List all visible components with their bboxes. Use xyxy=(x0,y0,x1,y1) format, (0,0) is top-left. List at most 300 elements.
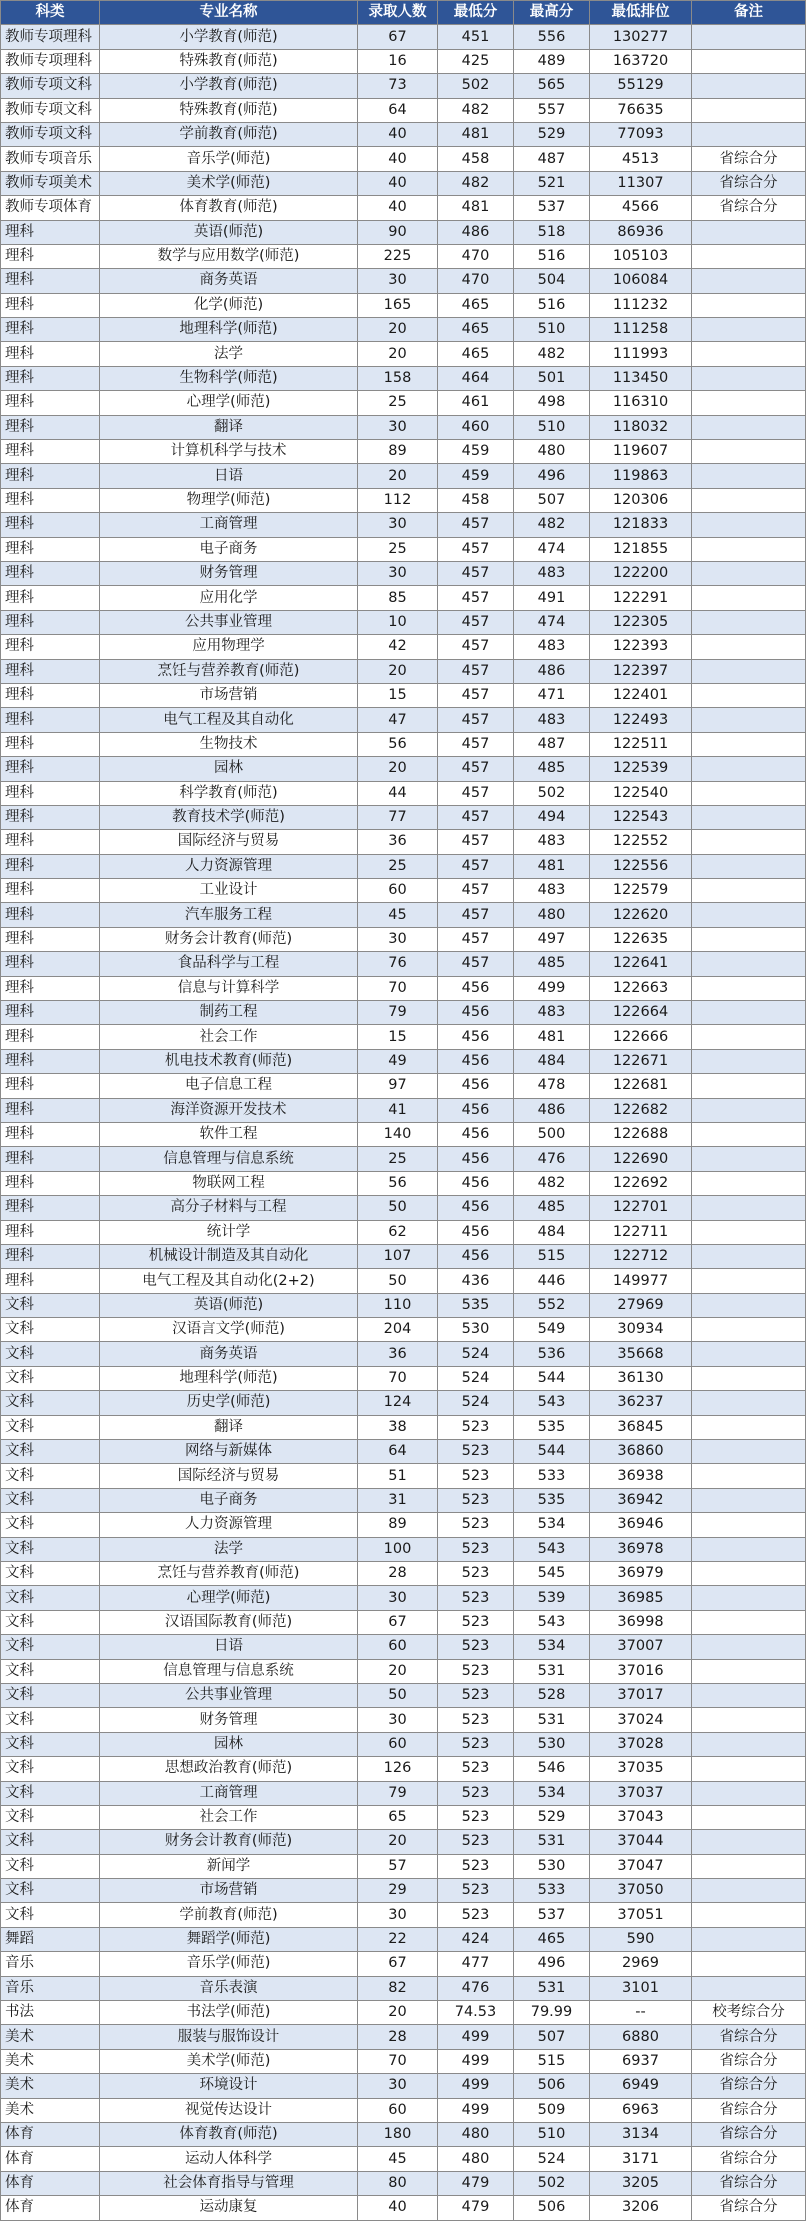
cell-major: 电子信息工程 xyxy=(100,1074,358,1098)
cell-note xyxy=(692,49,806,73)
cell-max-score: 549 xyxy=(514,1318,590,1342)
cell-enrolled: 90 xyxy=(358,220,438,244)
cell-enrolled: 225 xyxy=(358,244,438,268)
cell-category: 舞蹈 xyxy=(1,1927,100,1951)
cell-max-score: 482 xyxy=(514,513,590,537)
cell-enrolled: 45 xyxy=(358,903,438,927)
cell-min-rank: 36979 xyxy=(590,1562,692,1586)
table-row xyxy=(1,2025,806,2049)
cell-note xyxy=(692,635,806,659)
cell-min-rank: 2969 xyxy=(590,1952,692,1976)
cell-max-score: 544 xyxy=(514,1440,590,1464)
cell-min-score: 457 xyxy=(438,879,514,903)
table-row xyxy=(1,1318,806,1342)
cell-note: 省综合分 xyxy=(692,2049,806,2073)
cell-note xyxy=(692,366,806,390)
cell-enrolled: 30 xyxy=(358,1586,438,1610)
cell-max-score: 534 xyxy=(514,1635,590,1659)
cell-note xyxy=(692,1488,806,1512)
cell-category: 理科 xyxy=(1,659,100,683)
cell-min-rank: 122393 xyxy=(590,635,692,659)
cell-max-score: 510 xyxy=(514,318,590,342)
cell-min-score: 480 xyxy=(438,2147,514,2171)
cell-category: 理科 xyxy=(1,635,100,659)
cell-category: 文科 xyxy=(1,1732,100,1756)
cell-max-score: 534 xyxy=(514,1781,590,1805)
cell-max-score: 502 xyxy=(514,781,590,805)
cell-category: 文科 xyxy=(1,1537,100,1561)
cell-enrolled: 38 xyxy=(358,1415,438,1439)
cell-max-score: 476 xyxy=(514,1147,590,1171)
cell-enrolled: 76 xyxy=(358,952,438,976)
cell-min-rank: 30934 xyxy=(590,1318,692,1342)
cell-min-rank: 4513 xyxy=(590,147,692,171)
cell-enrolled: 180 xyxy=(358,2122,438,2146)
cell-note: 省综合分 xyxy=(692,2098,806,2122)
cell-min-rank: 122688 xyxy=(590,1122,692,1146)
cell-min-rank: 122401 xyxy=(590,683,692,707)
table-row xyxy=(1,1513,806,1537)
cell-min-score: 458 xyxy=(438,488,514,512)
cell-enrolled: 15 xyxy=(358,1025,438,1049)
cell-major: 科学教育(师范) xyxy=(100,781,358,805)
cell-category: 理科 xyxy=(1,1147,100,1171)
cell-major: 信息管理与信息系统 xyxy=(100,1659,358,1683)
cell-major: 数学与应用数学(师范) xyxy=(100,244,358,268)
cell-max-score: 486 xyxy=(514,659,590,683)
cell-major: 美术学(师范) xyxy=(100,171,358,195)
cell-major: 统计学 xyxy=(100,1220,358,1244)
cell-min-rank: 122493 xyxy=(590,708,692,732)
cell-min-rank: 130277 xyxy=(590,25,692,49)
cell-category: 理科 xyxy=(1,220,100,244)
cell-min-score: 479 xyxy=(438,2171,514,2195)
cell-note xyxy=(692,1049,806,1073)
cell-note xyxy=(692,1708,806,1732)
cell-min-rank: 122305 xyxy=(590,610,692,634)
cell-min-rank: 4566 xyxy=(590,196,692,220)
cell-major: 美术学(师范) xyxy=(100,2049,358,2073)
cell-category: 理科 xyxy=(1,952,100,976)
cell-note xyxy=(692,1464,806,1488)
cell-min-rank: 122701 xyxy=(590,1196,692,1220)
cell-category: 文科 xyxy=(1,1610,100,1634)
cell-enrolled: 36 xyxy=(358,830,438,854)
table-row xyxy=(1,610,806,634)
cell-note xyxy=(692,440,806,464)
cell-min-rank: 3206 xyxy=(590,2196,692,2220)
cell-max-score: 516 xyxy=(514,293,590,317)
cell-major: 市场营销 xyxy=(100,1879,358,1903)
cell-enrolled: 40 xyxy=(358,2196,438,2220)
cell-category: 理科 xyxy=(1,732,100,756)
table-row xyxy=(1,805,806,829)
table-row xyxy=(1,1708,806,1732)
table-row xyxy=(1,1903,806,1927)
cell-category: 体育 xyxy=(1,2171,100,2195)
cell-max-score: 474 xyxy=(514,610,590,634)
cell-min-score: 476 xyxy=(438,1976,514,2000)
cell-major: 财务会计教育(师范) xyxy=(100,927,358,951)
cell-category: 音乐 xyxy=(1,1976,100,2000)
cell-min-rank: 106084 xyxy=(590,269,692,293)
table-row xyxy=(1,196,806,220)
cell-min-rank: 36130 xyxy=(590,1366,692,1390)
cell-note: 省综合分 xyxy=(692,2122,806,2146)
cell-note xyxy=(692,1244,806,1268)
cell-category: 理科 xyxy=(1,464,100,488)
cell-major: 学前教育(师范) xyxy=(100,1903,358,1927)
cell-category: 体育 xyxy=(1,2147,100,2171)
header-major: 专业名称 xyxy=(100,1,358,25)
cell-category: 教师专项音乐 xyxy=(1,147,100,171)
cell-enrolled: 60 xyxy=(358,879,438,903)
table-row xyxy=(1,25,806,49)
cell-category: 理科 xyxy=(1,1244,100,1268)
cell-major: 生物技术 xyxy=(100,732,358,756)
cell-max-score: 534 xyxy=(514,1513,590,1537)
cell-enrolled: 50 xyxy=(358,1196,438,1220)
cell-min-score: 470 xyxy=(438,244,514,268)
cell-min-score: 458 xyxy=(438,147,514,171)
cell-min-rank: 37007 xyxy=(590,1635,692,1659)
cell-min-rank: 3101 xyxy=(590,1976,692,2000)
cell-major: 工商管理 xyxy=(100,513,358,537)
cell-min-score: 523 xyxy=(438,1488,514,1512)
cell-max-score: 487 xyxy=(514,147,590,171)
table-row xyxy=(1,1244,806,1268)
cell-min-score: 456 xyxy=(438,1001,514,1025)
cell-max-score: 535 xyxy=(514,1415,590,1439)
table-row xyxy=(1,2001,806,2025)
cell-max-score: 539 xyxy=(514,1586,590,1610)
cell-min-score: 456 xyxy=(438,1025,514,1049)
cell-min-score: 74.53 xyxy=(438,2001,514,2025)
cell-enrolled: 165 xyxy=(358,293,438,317)
cell-major: 人力资源管理 xyxy=(100,1513,358,1537)
cell-enrolled: 25 xyxy=(358,1147,438,1171)
cell-note xyxy=(692,976,806,1000)
header-min-rank: 最低排位 xyxy=(590,1,692,25)
cell-min-rank: 113450 xyxy=(590,366,692,390)
cell-enrolled: 82 xyxy=(358,1976,438,2000)
cell-category: 文科 xyxy=(1,1683,100,1707)
table-row xyxy=(1,122,806,146)
cell-min-rank: 122666 xyxy=(590,1025,692,1049)
table-row xyxy=(1,1562,806,1586)
cell-major: 社会工作 xyxy=(100,1025,358,1049)
cell-max-score: 509 xyxy=(514,2098,590,2122)
cell-min-rank: 37051 xyxy=(590,1903,692,1927)
cell-max-score: 543 xyxy=(514,1610,590,1634)
cell-category: 理科 xyxy=(1,488,100,512)
cell-category: 体育 xyxy=(1,2196,100,2220)
cell-note xyxy=(692,830,806,854)
cell-max-score: 507 xyxy=(514,488,590,512)
cell-max-score: 543 xyxy=(514,1391,590,1415)
table-row xyxy=(1,2122,806,2146)
cell-category: 理科 xyxy=(1,586,100,610)
cell-category: 理科 xyxy=(1,440,100,464)
cell-note xyxy=(692,220,806,244)
table-row xyxy=(1,537,806,561)
cell-enrolled: 70 xyxy=(358,976,438,1000)
cell-enrolled: 85 xyxy=(358,586,438,610)
table-row xyxy=(1,220,806,244)
header-category: 科类 xyxy=(1,1,100,25)
table-row xyxy=(1,1830,806,1854)
cell-note xyxy=(692,1976,806,2000)
cell-min-rank: 11307 xyxy=(590,171,692,195)
cell-min-score: 425 xyxy=(438,49,514,73)
table-row xyxy=(1,415,806,439)
cell-min-score: 456 xyxy=(438,1220,514,1244)
cell-enrolled: 51 xyxy=(358,1464,438,1488)
cell-major: 园林 xyxy=(100,757,358,781)
cell-enrolled: 28 xyxy=(358,1562,438,1586)
cell-min-rank: 37044 xyxy=(590,1830,692,1854)
cell-note xyxy=(692,1683,806,1707)
cell-enrolled: 30 xyxy=(358,415,438,439)
cell-enrolled: 158 xyxy=(358,366,438,390)
cell-min-score: 523 xyxy=(438,1854,514,1878)
cell-major: 书法学(师范) xyxy=(100,2001,358,2025)
cell-min-rank: 36860 xyxy=(590,1440,692,1464)
cell-min-rank: 122200 xyxy=(590,561,692,585)
cell-category: 理科 xyxy=(1,976,100,1000)
cell-note xyxy=(692,1122,806,1146)
cell-category: 音乐 xyxy=(1,1952,100,1976)
cell-max-score: 494 xyxy=(514,805,590,829)
cell-max-score: 500 xyxy=(514,1122,590,1146)
cell-enrolled: 100 xyxy=(358,1537,438,1561)
cell-min-score: 457 xyxy=(438,610,514,634)
cell-major: 学前教育(师范) xyxy=(100,122,358,146)
cell-enrolled: 30 xyxy=(358,513,438,537)
cell-min-rank: 120306 xyxy=(590,488,692,512)
cell-enrolled: 40 xyxy=(358,171,438,195)
cell-min-rank: 6937 xyxy=(590,2049,692,2073)
cell-max-score: 480 xyxy=(514,440,590,464)
table-row xyxy=(1,952,806,976)
table-row xyxy=(1,318,806,342)
cell-enrolled: 47 xyxy=(358,708,438,732)
cell-note xyxy=(692,342,806,366)
cell-enrolled: 73 xyxy=(358,74,438,98)
cell-min-rank: 590 xyxy=(590,1927,692,1951)
cell-note xyxy=(692,1171,806,1195)
cell-enrolled: 20 xyxy=(358,659,438,683)
cell-category: 教师专项文科 xyxy=(1,98,100,122)
cell-max-score: 487 xyxy=(514,732,590,756)
cell-min-rank: 6963 xyxy=(590,2098,692,2122)
cell-max-score: 484 xyxy=(514,1049,590,1073)
cell-category: 教师专项理科 xyxy=(1,25,100,49)
table-row xyxy=(1,440,806,464)
header-note: 备注 xyxy=(692,1,806,25)
cell-major: 心理学(师范) xyxy=(100,1586,358,1610)
table-row xyxy=(1,1366,806,1390)
cell-category: 美术 xyxy=(1,2025,100,2049)
cell-min-rank: 36985 xyxy=(590,1586,692,1610)
cell-enrolled: 50 xyxy=(358,1269,438,1293)
table-row xyxy=(1,171,806,195)
cell-major: 社会工作 xyxy=(100,1805,358,1829)
cell-enrolled: 79 xyxy=(358,1001,438,1025)
table-body xyxy=(1,25,806,2220)
cell-min-score: 465 xyxy=(438,318,514,342)
cell-note: 省综合分 xyxy=(692,196,806,220)
cell-category: 文科 xyxy=(1,1781,100,1805)
cell-major: 化学(师范) xyxy=(100,293,358,317)
cell-major: 小学教育(师范) xyxy=(100,25,358,49)
cell-major: 电气工程及其自动化 xyxy=(100,708,358,732)
table-row xyxy=(1,1025,806,1049)
cell-category: 理科 xyxy=(1,269,100,293)
table-row xyxy=(1,1781,806,1805)
cell-min-score: 456 xyxy=(438,1074,514,1098)
cell-note xyxy=(692,854,806,878)
cell-category: 理科 xyxy=(1,1074,100,1098)
cell-min-score: 486 xyxy=(438,220,514,244)
cell-min-rank: 105103 xyxy=(590,244,692,268)
cell-note xyxy=(692,537,806,561)
header-enrolled: 录取人数 xyxy=(358,1,438,25)
cell-max-score: 533 xyxy=(514,1879,590,1903)
cell-min-rank: 37016 xyxy=(590,1659,692,1683)
cell-major: 心理学(师范) xyxy=(100,391,358,415)
cell-min-score: 457 xyxy=(438,732,514,756)
cell-category: 文科 xyxy=(1,1440,100,1464)
cell-max-score: 536 xyxy=(514,1342,590,1366)
cell-min-rank: 122579 xyxy=(590,879,692,903)
cell-note xyxy=(692,1440,806,1464)
cell-category: 理科 xyxy=(1,927,100,951)
cell-note xyxy=(692,1757,806,1781)
cell-note xyxy=(692,391,806,415)
cell-enrolled: 97 xyxy=(358,1074,438,1098)
cell-major: 舞蹈学(师范) xyxy=(100,1927,358,1951)
cell-max-score: 483 xyxy=(514,830,590,854)
cell-note xyxy=(692,1342,806,1366)
cell-major: 社会体育指导与管理 xyxy=(100,2171,358,2195)
cell-min-score: 457 xyxy=(438,659,514,683)
cell-enrolled: 57 xyxy=(358,1854,438,1878)
cell-min-score: 530 xyxy=(438,1318,514,1342)
cell-category: 理科 xyxy=(1,513,100,537)
table-row xyxy=(1,1440,806,1464)
cell-major: 财务管理 xyxy=(100,1708,358,1732)
cell-max-score: 79.99 xyxy=(514,2001,590,2025)
cell-category: 体育 xyxy=(1,2122,100,2146)
cell-enrolled: 28 xyxy=(358,2025,438,2049)
cell-category: 教师专项体育 xyxy=(1,196,100,220)
table-row xyxy=(1,49,806,73)
table-row xyxy=(1,1586,806,1610)
cell-min-score: 482 xyxy=(438,171,514,195)
cell-max-score: 518 xyxy=(514,220,590,244)
cell-max-score: 528 xyxy=(514,1683,590,1707)
cell-enrolled: 30 xyxy=(358,927,438,951)
table-row xyxy=(1,2147,806,2171)
cell-category: 理科 xyxy=(1,293,100,317)
cell-major: 园林 xyxy=(100,1732,358,1756)
cell-enrolled: 16 xyxy=(358,49,438,73)
cell-min-score: 482 xyxy=(438,98,514,122)
cell-min-rank: 111993 xyxy=(590,342,692,366)
cell-max-score: 480 xyxy=(514,903,590,927)
cell-min-rank: 122711 xyxy=(590,1220,692,1244)
cell-major: 公共事业管理 xyxy=(100,1683,358,1707)
table-row xyxy=(1,1001,806,1025)
cell-enrolled: 30 xyxy=(358,1903,438,1927)
cell-max-score: 485 xyxy=(514,757,590,781)
cell-major: 法学 xyxy=(100,1537,358,1561)
cell-major: 电气工程及其自动化(2+2) xyxy=(100,1269,358,1293)
table-row xyxy=(1,464,806,488)
cell-enrolled: 67 xyxy=(358,1952,438,1976)
cell-enrolled: 67 xyxy=(358,25,438,49)
table-row xyxy=(1,98,806,122)
cell-major: 小学教育(师范) xyxy=(100,74,358,98)
cell-min-rank: 76635 xyxy=(590,98,692,122)
table-row xyxy=(1,976,806,1000)
cell-category: 理科 xyxy=(1,1122,100,1146)
cell-major: 财务会计教育(师范) xyxy=(100,1830,358,1854)
cell-max-score: 529 xyxy=(514,1805,590,1829)
cell-note xyxy=(692,244,806,268)
cell-enrolled: 30 xyxy=(358,1708,438,1732)
cell-note: 省综合分 xyxy=(692,2074,806,2098)
cell-category: 理科 xyxy=(1,903,100,927)
table-row xyxy=(1,2074,806,2098)
cell-category: 理科 xyxy=(1,781,100,805)
cell-note xyxy=(692,757,806,781)
table-row xyxy=(1,2171,806,2195)
cell-max-score: 486 xyxy=(514,1098,590,1122)
cell-max-score: 501 xyxy=(514,366,590,390)
cell-category: 理科 xyxy=(1,1196,100,1220)
cell-enrolled: 41 xyxy=(358,1098,438,1122)
table-row xyxy=(1,1049,806,1073)
cell-note xyxy=(692,25,806,49)
cell-category: 理科 xyxy=(1,708,100,732)
cell-note xyxy=(692,98,806,122)
cell-max-score: 502 xyxy=(514,2171,590,2195)
table-row xyxy=(1,1854,806,1878)
table-row xyxy=(1,830,806,854)
cell-enrolled: 22 xyxy=(358,1927,438,1951)
cell-min-score: 457 xyxy=(438,757,514,781)
cell-enrolled: 44 xyxy=(358,781,438,805)
table-row xyxy=(1,854,806,878)
table-row xyxy=(1,1171,806,1195)
cell-category: 理科 xyxy=(1,1098,100,1122)
cell-min-rank: 122641 xyxy=(590,952,692,976)
cell-min-score: 524 xyxy=(438,1366,514,1390)
cell-max-score: 557 xyxy=(514,98,590,122)
cell-major: 机械设计制造及其自动化 xyxy=(100,1244,358,1268)
cell-major: 思想政治教育(师范) xyxy=(100,1757,358,1781)
cell-major: 信息管理与信息系统 xyxy=(100,1147,358,1171)
cell-category: 文科 xyxy=(1,1879,100,1903)
cell-enrolled: 77 xyxy=(358,805,438,829)
cell-category: 文科 xyxy=(1,1488,100,1512)
cell-min-score: 481 xyxy=(438,122,514,146)
table-row xyxy=(1,1122,806,1146)
cell-min-score: 457 xyxy=(438,561,514,585)
cell-major: 新闻学 xyxy=(100,1854,358,1878)
